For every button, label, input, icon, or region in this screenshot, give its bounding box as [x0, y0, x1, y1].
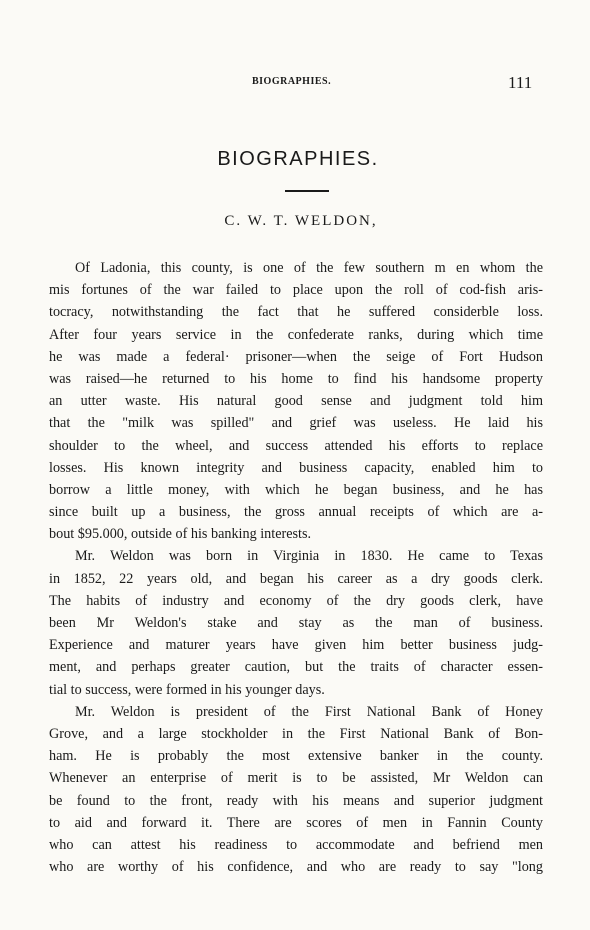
text-line: The habits of industry and economy of the dry goods clerk, have — [49, 592, 543, 609]
text-line: tocracy, notwithstanding the fact that he suffered considerble loss. — [49, 304, 543, 321]
paragraph-3 — [49, 701, 543, 879]
text-line: be found to the front, ready with his means and superior judgment — [49, 792, 543, 809]
page-number: 111 — [508, 73, 533, 92]
running-title: BIOGRAPHIES. — [252, 76, 332, 87]
text-line: to aid and forward it. There are scores of men in Fannin County — [49, 814, 543, 831]
text-line: who can attest his readiness to accommodate and befriend men — [49, 836, 543, 853]
text-line: mis fortunes of the war failed to place upon the roll of cod-fish aris- — [49, 282, 543, 299]
text-line: tial to success, were formed in his younger days. — [49, 681, 325, 698]
text-line: in 1852, 22 years old, and began his career as a dry goods clerk. — [49, 570, 543, 587]
text-line: Mr. Weldon is president of the First National Bank of Honey — [75, 703, 543, 720]
text-line: shoulder to the wheel, and success attended his efforts to replace — [49, 437, 543, 454]
paragraph-1 — [49, 257, 543, 545]
text-line: Experience and maturer years have given him better business judg- — [49, 637, 543, 654]
text-line: Of Ladonia, this county, is one of the few southern m en whom the — [75, 260, 543, 276]
text-line: bout $95.000, outside of his banking interests. — [49, 526, 312, 543]
text-line: borrow a little money, with which he began business, and he has — [49, 481, 543, 498]
text-line: Whenever an enterprise of merit is to be assisted, Mr Weldon can — [49, 770, 543, 787]
section-title: BIOGRAPHIES. — [217, 148, 379, 170]
paragraph-2 — [49, 545, 543, 700]
subject-name: C. W. T. WELDON, — [224, 213, 378, 229]
text-line: ham. He is probably the most extensive banker in the county. — [49, 748, 543, 765]
title-rule — [285, 190, 329, 192]
text-line: been Mr Weldon's stake and stay as the man of business. — [49, 615, 543, 631]
text-line: ment, and perhaps greater caution, but the traits of character essen- — [49, 659, 543, 676]
text-line: that the "milk was spilled" and grief was useless. He laid his — [49, 415, 543, 432]
text-line: Grove, and a large stockholder in the First National Bank of Bon- — [49, 725, 543, 742]
text-line: losses. His known integrity and business capacity, enabled him to — [49, 459, 543, 476]
text-line: an utter waste. His natural good sense and judgment told him — [49, 393, 543, 410]
text-line: Mr. Weldon was born in Virginia in 1830. He came to Texas — [75, 548, 543, 565]
text-line: he was made a federal· prisoner—when the seige of Fort Hudson — [49, 348, 543, 365]
biography-body — [49, 257, 543, 878]
text-line: After four years service in the confederate ranks, during which time — [49, 326, 543, 343]
text-line: since built up a business, the gross annual receipts of which are a- — [49, 504, 543, 521]
text-line: was raised—he returned to his home to find his handsome property — [49, 370, 543, 387]
text-line: who are worthy of his confidence, and who are ready to say "long — [49, 859, 543, 876]
running-head — [0, 73, 590, 93]
